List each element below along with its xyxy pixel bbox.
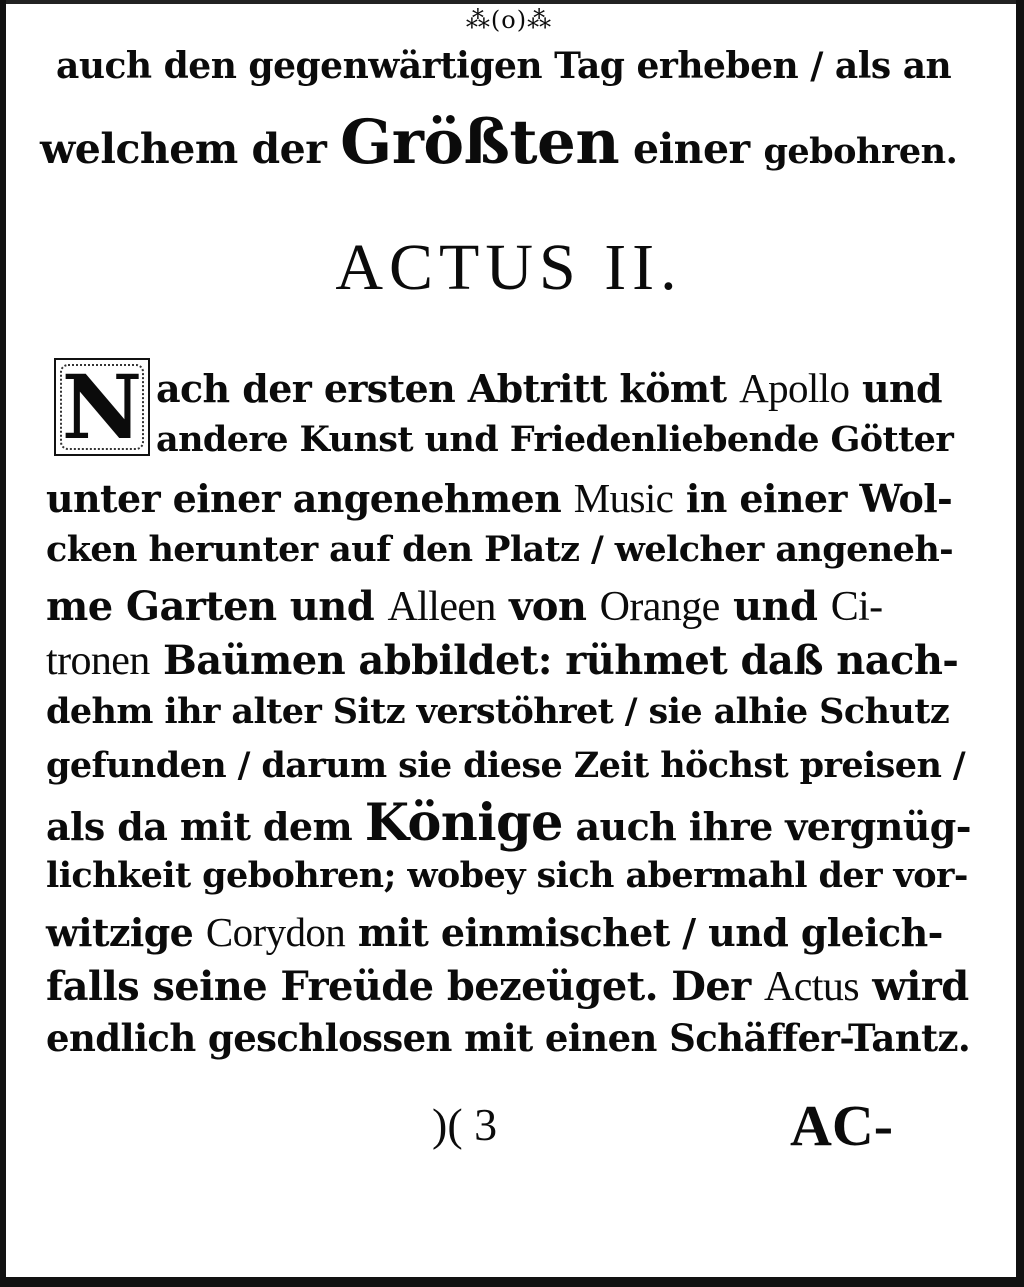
text-run: me Garten und bbox=[46, 583, 388, 630]
paragraph-line-5 bbox=[46, 583, 883, 630]
intro-text: gebohren. bbox=[763, 131, 958, 172]
signature-mark: )( 3 bbox=[432, 1099, 498, 1150]
roman-word: Apollo bbox=[739, 365, 850, 411]
emphasized-word: Größten bbox=[340, 107, 620, 178]
text-run: von bbox=[495, 583, 600, 630]
catchword: AC- bbox=[790, 1093, 894, 1158]
text-run: wird bbox=[858, 963, 969, 1010]
roman-word: Corydon bbox=[205, 909, 346, 955]
paragraph-line-13: endlich geschlossen mit einen Schäffer-Tantz. bbox=[46, 1016, 971, 1060]
intro-text: einer bbox=[619, 125, 764, 173]
intro-line-1: auch den gegenwärtigen Tag erheben / als an bbox=[56, 45, 952, 87]
roman-word: tronen bbox=[46, 638, 150, 684]
text-run: in einer Wol- bbox=[673, 476, 953, 521]
text-run: ach der ersten Abtritt kömt bbox=[156, 366, 740, 411]
text-run: falls seine Freüde bezeüget. Der bbox=[46, 963, 764, 1010]
text-run: als da mit dem bbox=[46, 804, 365, 849]
paragraph-line-2: andere Kunst und Friedenliebende Götter bbox=[156, 419, 954, 460]
paragraph-line-11 bbox=[46, 909, 943, 955]
decorated-initial bbox=[54, 358, 150, 456]
text-run: mit einmischet / und gleich- bbox=[345, 910, 943, 955]
text-run: witzige bbox=[46, 910, 206, 955]
text-run: Baümen abbildet: rühmet daß nach- bbox=[149, 637, 959, 684]
page-content bbox=[34, 0, 984, 1270]
act-heading: ACTUS II. bbox=[335, 231, 683, 304]
intro-text: welchem der bbox=[40, 125, 341, 173]
roman-word: Music bbox=[573, 475, 674, 521]
paragraph-line-7: dehm ihr alter Sitz verstöhret / sie alhie Schutz bbox=[46, 691, 950, 732]
emphasized-word: Könige bbox=[364, 793, 563, 853]
paragraph-line-3 bbox=[46, 475, 953, 521]
scan-border-bottom bbox=[0, 1277, 1024, 1287]
roman-word: Orange bbox=[599, 584, 720, 630]
roman-word: Alleen bbox=[387, 584, 496, 630]
paragraph-line-9 bbox=[46, 793, 971, 853]
scan-border-right bbox=[1016, 0, 1024, 1287]
paragraph-line-6 bbox=[46, 637, 959, 684]
paragraph-line-1 bbox=[156, 365, 943, 411]
paragraph-line-4: cken herunter auf den Platz / welcher angeneh- bbox=[46, 529, 954, 570]
text-run: unter einer angenehmen bbox=[46, 476, 574, 521]
paragraph-line-8: gefunden / darum sie diese Zeit höchst preisen / bbox=[46, 745, 966, 786]
paragraph-line-10: lichkeit gebohren; wobey sich abermahl der vor- bbox=[46, 855, 968, 896]
roman-word: Actus bbox=[763, 964, 859, 1010]
text-run: auch ihre vergnüg- bbox=[562, 804, 971, 849]
initial-letter: N bbox=[61, 358, 143, 456]
paragraph-line-12 bbox=[46, 963, 969, 1010]
scan-border-left bbox=[0, 0, 6, 1287]
page-header-ornament: ⁂(o)⁂ bbox=[465, 6, 553, 34]
intro-line-2 bbox=[40, 107, 958, 178]
text-run: und bbox=[849, 366, 943, 411]
roman-word: Ci- bbox=[830, 584, 883, 630]
text-run: und bbox=[719, 583, 831, 630]
